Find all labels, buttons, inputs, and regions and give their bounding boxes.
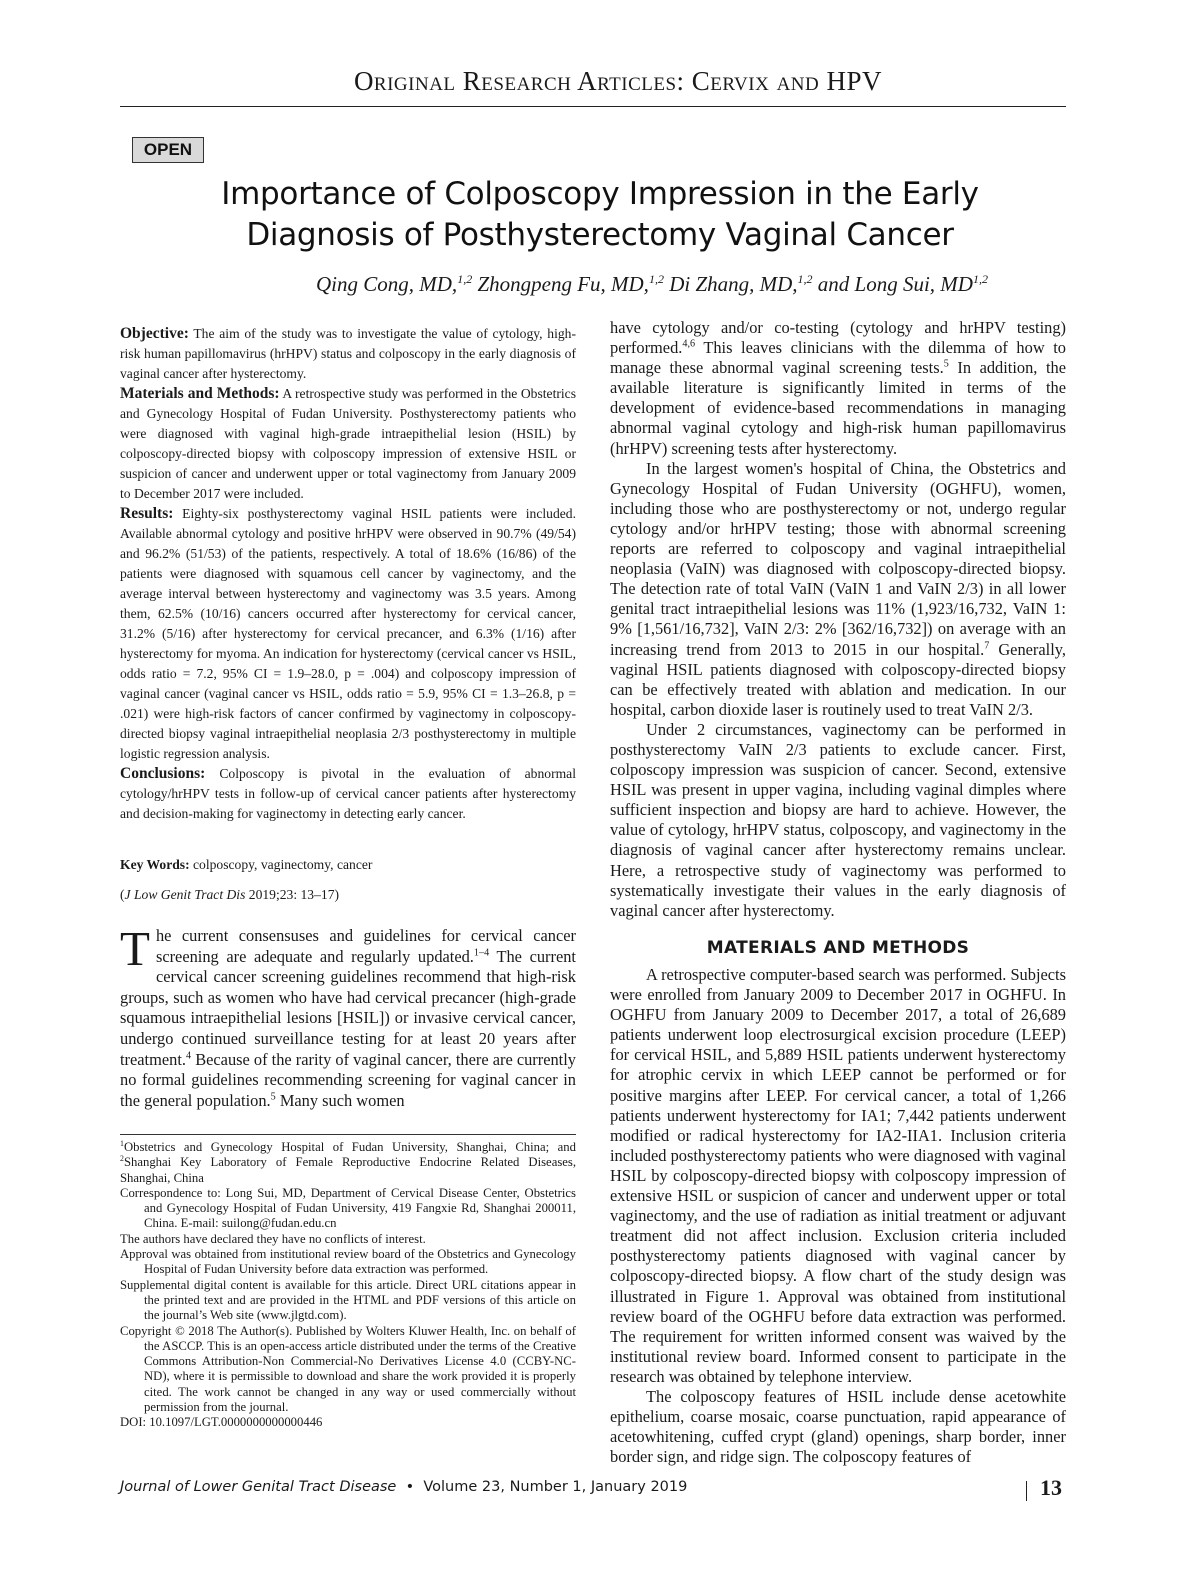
objective-text: The aim of the study was to investigate the value of cytology, high-risk human papillomavirus (hrHPV) status and colposcopy in the early diagnosis of vaginal cancer after hysterectomy. bbox=[120, 326, 576, 381]
body-paragraph: The colposcopy features of HSIL include dense acetowhite epithelium, coarse mosaic, coarse punctuation, rapid appearance of acetowhitening, cuffed crypt (gland) openings, sharp border, inner border sign, and ridge sign. The colposcopy features of bbox=[610, 1386, 1066, 1467]
abstract bbox=[120, 324, 576, 824]
running-footer bbox=[120, 1479, 687, 1495]
page-number: 13 bbox=[1040, 1475, 1062, 1500]
affiliations: $^1$Obstetrics and Gynecology Hospital of Fudan University, Shanghai, China; and $^2$Shanghai Key Laboratory of Female Reproductive Endocrine Related Diseases, Shanghai, China bbox=[120, 1138, 576, 1185]
header-rule bbox=[120, 106, 1066, 107]
footer-journal-name: Journal of Lower Genital Tract Disease bbox=[120, 1479, 397, 1495]
body-paragraph: Under 2 circumstances, vaginectomy can be performed in posthysterectomy VaIN 2/3 patients to exclude cancer. First, colposcopy impression was suspicion of cancer. Second, extensive HSIL was present in upper vagina, including vaginal dimples where sufficient inspection and biopsy are hard to achieve. However, the value of cytology, hrHPV status, colposcopy, and vaginectomy in the diagnosis of vaginal cancer after hysterectomy remains unclear. Here, a retrospective study of vaginectomy was performed to systematically investigate their values in the early diagnosis of vaginal cancer after hysterectomy. bbox=[610, 719, 1066, 920]
abstract-objective bbox=[120, 324, 576, 384]
author-affiliation: 1,2 bbox=[457, 272, 473, 286]
intro-text: Because of the rarity of vaginal cancer, there are currently no formal guidelines recommending screening for vaginal cancer in the general population. bbox=[120, 1049, 576, 1110]
body-right-column bbox=[610, 318, 1066, 921]
correspondence: Correspondence to: Long Sui, MD, Department of Cervical Disease Center, Obstetrics and Gynecology Hospital of Fudan University, 419 Fangxie Rd, Shanghai 200011, China. E-mail: suilong@fudan.edu.cn bbox=[120, 1185, 576, 1231]
footer-divider bbox=[1026, 1481, 1027, 1501]
body-text: have cytology and/or co-testing (cytology and hrHPV testing) performed. bbox=[610, 318, 1066, 358]
footer-issue: Volume 23, Number 1, January 2019 bbox=[423, 1479, 688, 1495]
intro-text: Many such women bbox=[275, 1090, 405, 1110]
author-name: Zhongpeng Fu, MD, bbox=[477, 272, 649, 296]
citation-journal: J Low Genit Tract Dis bbox=[124, 887, 246, 902]
doi[interactable]: DOI: 10.1097/LGT.0000000000000446 bbox=[120, 1415, 323, 1430]
body-paragraph: A retrospective computer-based search was performed. Subjects were enrolled from January 2009 to December 2017 in OGHFU. In OGHFU from January 2009 to December 2017, a total of 26,689 patients underwent loop electrosurgical excision procedure (LEEP) for cervical HSIL, and 5,889 HSIL patients underwent hysterectomy for atrophic cervix in which LEEP cannot be performed or for positive margins after LEEP. For cervical cancer, a total of 1,266 patients underwent hysterectomy for IA1; 7,442 patients underwent modified or radical hysterectomy for IA2-IIA1. Inclusion criteria included posthysterectomy patients who were diagnosed with vaginal HSIL by colposcopy-directed biopsy with colposcopy impression of extensive HSIL or suspicion of cancer and underwent upper or total vaginectomy, and the use of radiation as initial treatment or adjuvant treatment did not affect inclusion. Exclusion criteria included posthysterectomy patients diagnosed with vaginal cancer by colposcopy-directed biopsy. A flow chart of the study design was illustrated in Figure 1. Approval was obtained from institutional review board of the OGHFU before data extraction was performed. The requirement for written informed consent was waived by the institutional review board. Informed consent to participate in the research was obtained by telephone interview. bbox=[610, 965, 1066, 1386]
methods-label: Materials and Methods: bbox=[120, 385, 280, 402]
abstract-methods bbox=[120, 384, 576, 504]
ref-sup: 4 bbox=[186, 1050, 192, 1062]
footnote-rule bbox=[120, 1134, 576, 1135]
author-affiliation: 1,2 bbox=[972, 272, 988, 286]
title-line-1: Importance of Colposcopy Impression in the Early bbox=[221, 176, 979, 212]
footer-bullet: • bbox=[405, 1479, 415, 1495]
body-text: In addition, the available literature is significantly limited in terms of the development of evidence-based recommendations in managing abnormal vaginal cytology and high-risk human papillomavirus (hrHPV) screening tests after hysterectomy. bbox=[610, 358, 1066, 458]
open-access-badge: OPEN bbox=[132, 137, 204, 163]
intro-paragraph bbox=[120, 921, 576, 1111]
body-paragraph bbox=[610, 459, 1066, 720]
title-line-2: Diagnosis of Posthysterectomy Vaginal Cancer bbox=[246, 217, 954, 253]
abstract-conclusions bbox=[120, 764, 576, 824]
abstract-results bbox=[120, 504, 576, 764]
author-affiliation: 1,2 bbox=[797, 272, 813, 286]
methods-text: A retrospective study was performed in the Obstetrics and Gynecology Hospital of Fudan University. Posthysterectomy patients who were diagnosed with vaginal high-grade intraepithelial lesion (HSIL) by colposcopy-directed biopsy with colposcopy impression of extensive HSIL or suspicion of cancer and underwent upper or total vaginectomy from January 2009 to December 2017 were included. bbox=[120, 386, 576, 501]
author-affiliation: 1,2 bbox=[648, 272, 664, 286]
intro-text: he current consensuses and guidelines for cervical cancer screening are adequate and regularly updated. bbox=[155, 926, 576, 966]
body-paragraph bbox=[610, 318, 1066, 459]
body-text: This leaves clinicians with the dilemma of how to manage these abnormal vaginal screening tests. bbox=[610, 338, 1066, 378]
key-words bbox=[120, 857, 576, 873]
body-text: In the largest women's hospital of China, the Obstetrics and Gynecology Hospital of Fudan University (OGHFU), women, including those who are posthysterectomy or not, undergo regular cytology and/or hrHPV testing; those with abnormal screening reports are referred to colposcopy and vaginal intraepithelial neoplasia (VaIN) was diagnosed with colposcopy-directed biopsy. The detection rate of total VaIN (VaIN 1 and VaIN 2/3) in all lower genital tract intraepithelial lesions was 11% (1,923/16,732, VaIN 1: 9% [1,561/16,732], VaIN 2/3: 2% [362/16,732]) on average with an increasing trend from 2013 to 2015 in our hospital. bbox=[610, 458, 1066, 659]
article-title bbox=[150, 174, 1050, 256]
body-text: Generally, vaginal HSIL patients diagnosed with colposcopy-directed biopsy can be effectively treated with ablation and medication. In our hospital, carbon dioxide laser is routinely used to treat VaIN 2/3. bbox=[610, 639, 1066, 719]
section-header: Original Research Articles: Cervix and HPV bbox=[353, 66, 882, 96]
methods-section bbox=[610, 965, 1066, 1467]
conclusions-label: Conclusions: bbox=[120, 765, 206, 782]
conflicts-statement: The authors have declared they have no conflicts of interest. bbox=[120, 1231, 426, 1246]
keywords-label: Key Words: bbox=[120, 857, 190, 872]
ref-sup: 4,6 bbox=[682, 338, 696, 350]
supplemental-note: Supplemental digital content is available for this article. Direct URL citations appear in the printed text and are provided in the HTML and PDF versions of this article on the journal’s Web site (www.jlgtd.com). bbox=[120, 1277, 576, 1323]
footnotes bbox=[120, 1140, 576, 1431]
affiliation-2: Shanghai Key Laboratory of Female Reproductive Endocrine Related Diseases, Shanghai, China bbox=[120, 1155, 576, 1185]
author-list bbox=[120, 272, 1066, 297]
results-text: Eighty-six posthysterectomy vaginal HSIL patients were included. Available abnormal cytology and positive hrHPV were observed in 90.7% (49/54) and 96.2% (51/53) of the patients, respectively. A total of 18.6% (16/86) of the patients were diagnosed with squamous cell cancer by vaginectomy, and the average interval between hysterectomy and vaginectomy was 3.5 years. Among them, 62.5% (10/16) cancers occurred after hysterectomy for cervical cancer, 31.2% (5/16) after hysterectomy for cervical precancer, and 6.3% (1/16) after hysterectomy for myoma. An indication for hysterectomy (cervical cancer vs HSIL, odds ratio = 7.2, 95% CI = 1.9–28.0, p = .004) and colposcopy impression of vaginal cancer (vaginal cancer vs HSIL, odds ratio = 5.9, 95% CI = 1.3–26.8, p = .021) were high-risk factors of cancer confirmed by vaginectomy in colposcopy-directed biopsy vaginal intraepithelial neoplasia 2/3 posthysterectomy in multiple logistic regression analysis. bbox=[120, 506, 576, 761]
copyright-notice: Copyright © 2018 The Author(s). Published by Wolters Kluwer Health, Inc. on behalf of the ASCCP. This is an open-access article distributed under the terms of the Creative Commons Attribution-Non Commercial-No Derivatives License 4.0 (CCBY-NC-ND), where it is permissible to download and share the work provided it is properly cited. The work cannot be changed in any way or used commercially without permission from the journal. bbox=[120, 1323, 576, 1415]
author-name: Di Zhang, MD, bbox=[669, 272, 798, 296]
citation: (J Low Genit Tract Dis 2019;23: 13–17) bbox=[120, 887, 340, 902]
ref-sup: 1–4 bbox=[473, 947, 490, 959]
results-label: Results: bbox=[120, 505, 174, 522]
conclusions-text: Colposcopy is pivotal in the evaluation of abnormal cytology/hrHPV tests in follow-up of cervical cancer patients after hysterectomy and decision-making for vaginectomy in detecting early cancer. bbox=[120, 766, 576, 821]
objective-label: Objective: bbox=[120, 325, 189, 342]
drop-cap: T bbox=[120, 921, 150, 976]
introduction bbox=[120, 921, 576, 1111]
citation-details: 2019;23: 13–17) bbox=[248, 887, 340, 902]
intro-text: The current cervical cancer screening guidelines recommend that high-risk groups, such as women who have had cervical precancer (high-grade squamous intraepithelial lesions [HSIL]) or invasive cervical cancer, undergo continued surveillance testing for at least 20 years after treatment. bbox=[120, 946, 576, 1069]
ref-sup: 5 bbox=[270, 1091, 276, 1103]
section-heading-methods: MATERIALS AND METHODS bbox=[706, 938, 970, 958]
ref-sup: 5 bbox=[943, 358, 949, 370]
affiliation-1: Obstetrics and Gynecology Hospital of Fudan University, Shanghai, China; and bbox=[123, 1140, 576, 1154]
ref-sup: 7 bbox=[984, 640, 990, 652]
author-name: and Long Sui, MD bbox=[817, 272, 973, 296]
keywords-text: colposcopy, vaginectomy, cancer bbox=[193, 857, 373, 872]
approval-statement: Approval was obtained from institutional review board of the Obstetrics and Gynecology Hospital of Fudan University before data extraction was performed. bbox=[120, 1247, 576, 1277]
author-name: Qing Cong, MD, bbox=[316, 272, 458, 296]
